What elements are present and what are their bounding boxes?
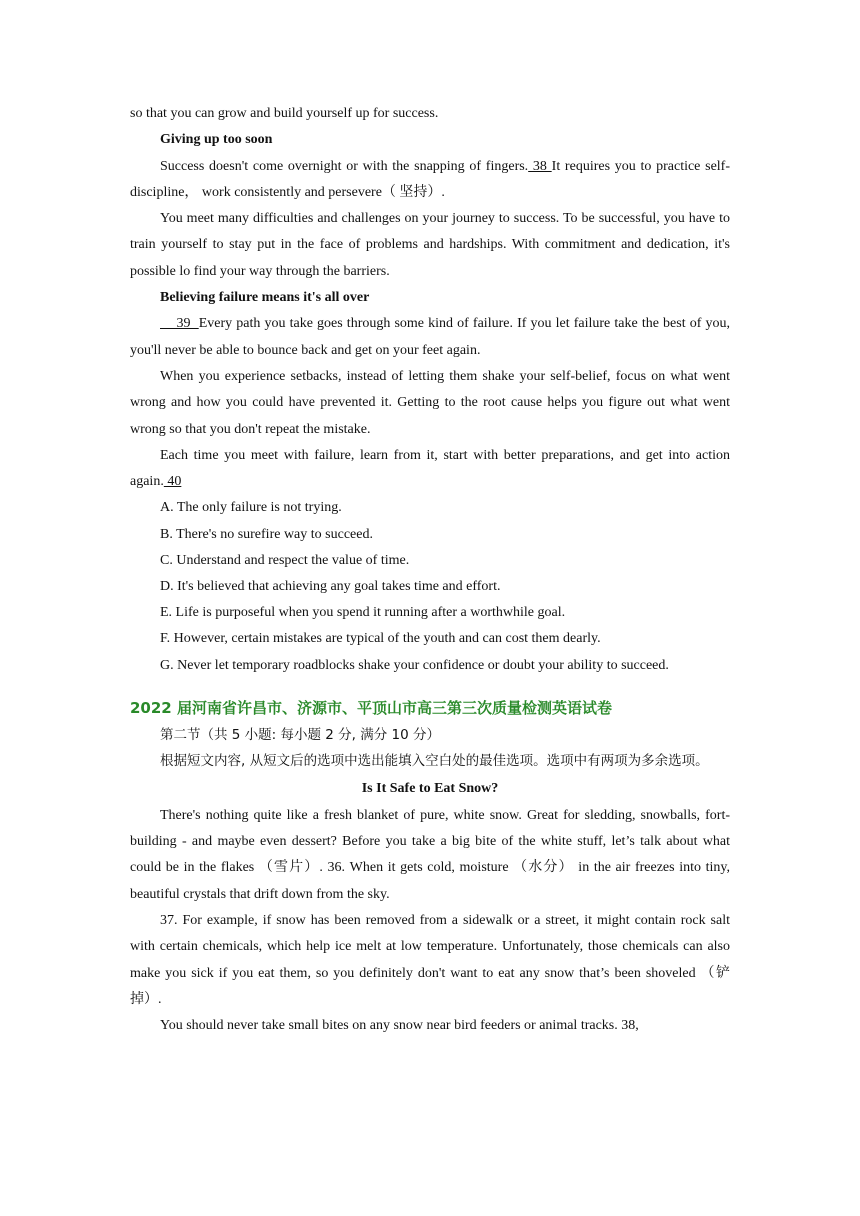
paragraph	[130, 154, 730, 207]
text-run: It requires you to practice self-discipline， work consistently and persevere（ 坚持）.	[130, 158, 731, 200]
text-run: Every path you take goes through some kind of failure. If you let failure take the best of you, you'll never be able to bounce back and get on your feet again.	[130, 316, 730, 358]
exam-title: 2022 届河南省许昌市、济源市、平顶山市高三第三次质量检测英语试卷	[130, 698, 612, 717]
paragraph	[130, 311, 730, 364]
option-e: E. Life is purposeful when you spend it running after a worthwhile goal.	[160, 605, 566, 621]
paragraph: There's nothing quite like a fresh blanket of pure, white snow. Great for sledding, snowballs, fort-building - and maybe even dessert? Before you take a big bite of the white stuff, let’s talk about what could be in the flakes （雪片）. 36. When it gets cold, moisture （水分） in the air freezes into tiny, beautiful crystals that drift down from the sky.	[130, 807, 730, 902]
paragraph	[130, 443, 730, 496]
paragraph: 37. For example, if snow has been removed from a sidewalk or a street, it might contain rock salt with certain chemicals, which help ice melt at low temperature. Unfortunately, those chemicals can also make you sick if you eat them, so you definitely don't want to eat any snow that’s been shoveled （铲掉）.	[130, 912, 730, 1007]
text-run: Success doesn't come overnight or with the snapping of fingers.	[160, 158, 529, 174]
blank-38: 38	[528, 158, 552, 174]
option-b: B. There's no surefire way to succeed.	[160, 526, 373, 542]
option-f: F. However, certain mistakes are typical of the youth and can cost them dearly.	[160, 631, 601, 647]
text-run: Each time you meet with failure, learn from it, start with better preparations, and get into action again.	[130, 447, 730, 490]
blank-39: 39	[160, 316, 199, 332]
paragraph: so that you can grow and build yourself up for success.	[130, 106, 439, 121]
paragraph: You should never take small bites on any snow near bird feeders or animal tracks. 38,	[160, 1018, 639, 1034]
page-content	[130, 101, 730, 1039]
paragraph: You meet many difficulties and challenges on your journey to success. To be successful, you have to train yourself to stay put in the face of problems and hardships. With commitment and dedication, it's possible lo find your way through the barriers.	[130, 211, 730, 279]
option-g: G. Never let temporary roadblocks shake your confidence or doubt your ability to succeed.	[160, 657, 669, 673]
paragraph: When you experience setbacks, instead of letting them shake your self-belief, focus on what went wrong and how you could have prevented it. Getting to the root cause helps you figure out what went wrong so that you don't repeat the mistake.	[130, 368, 730, 437]
subheading-believing-failure: Believing failure means it's all over	[160, 290, 370, 306]
blank-40: 40	[163, 474, 182, 490]
passage-title: Is It Safe to Eat Snow?	[361, 781, 499, 797]
option-c: C. Understand and respect the value of time.	[160, 552, 410, 568]
subheading-giving-up: Giving up too soon	[160, 132, 273, 148]
option-a: A. The only failure is not trying.	[160, 500, 342, 516]
instruction: 根据短文内容, 从短文后的选项中选出能填入空白处的最佳选项。选项中有两项为多余选项。	[160, 753, 709, 770]
option-d: D. It's believed that achieving any goal takes time and effort.	[160, 579, 501, 595]
section-subheading: 第二节（共 5 小题: 每小题 2 分, 满分 10 分）	[160, 726, 441, 743]
